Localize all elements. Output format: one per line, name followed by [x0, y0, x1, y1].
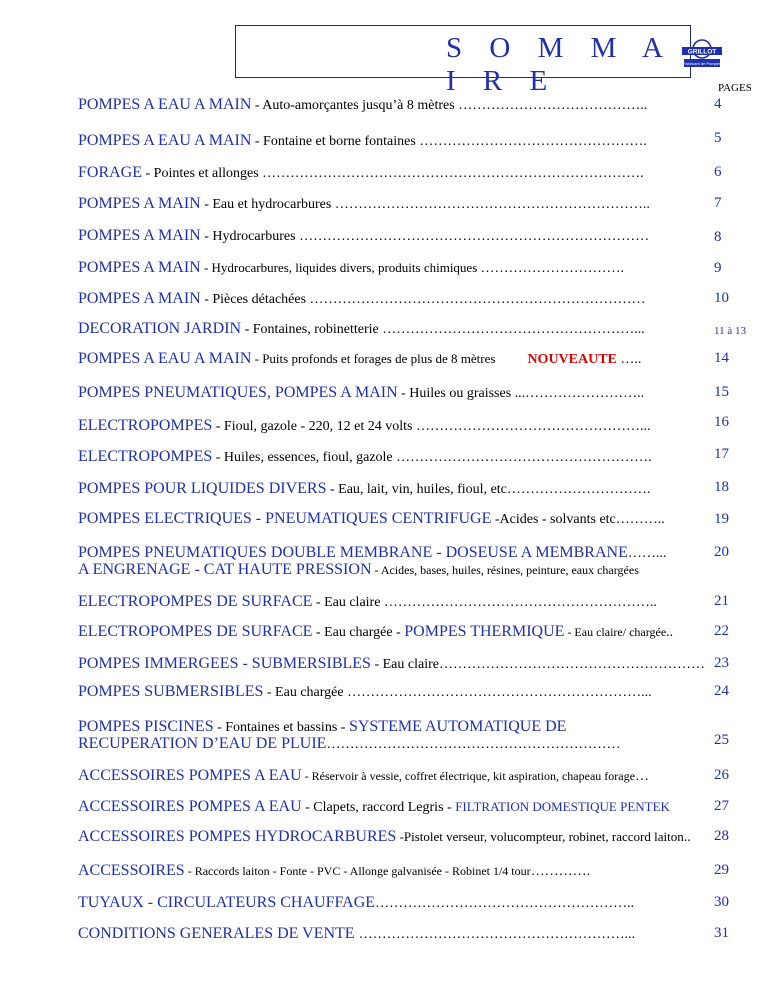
- toc-entry-title: POMPES IMMERGEES - SUBMERSIBLES: [78, 655, 371, 672]
- page-number[interactable]: 27: [714, 798, 729, 814]
- toc-entry-subtitle: - Acides, bases, huiles, résines, peinture, eaux chargées: [371, 563, 639, 577]
- toc-entry-continuation: [78, 735, 726, 753]
- toc-entry-subtitle: - Hydrocarbures: [200, 229, 300, 244]
- title-box: [235, 25, 722, 97]
- toc-entry[interactable]: [78, 480, 726, 498]
- page-number[interactable]: 15: [714, 384, 729, 400]
- toc-entry-subtitle: - Eau et hydrocarbures: [200, 197, 335, 212]
- toc-entry-title: POMPES PNEUMATIQUES, POMPES A MAIN: [78, 384, 398, 401]
- leader-dots: …………………………………………………: [438, 657, 705, 672]
- toc-entry[interactable]: [78, 894, 726, 912]
- toc-entry[interactable]: [78, 350, 726, 368]
- logo-text: GRILLOT: [687, 48, 717, 56]
- leader-dots: ………………………………………………..: [375, 896, 635, 911]
- leader-dots: …..: [616, 352, 642, 367]
- toc-entry-title: ACCESSOIRES: [78, 862, 185, 879]
- toc-entry[interactable]: [78, 290, 726, 308]
- toc-entry-title: ACCESSOIRES POMPES HYDROCARBURES: [78, 828, 397, 845]
- page-number[interactable]: 10: [714, 290, 729, 306]
- page-number[interactable]: 6: [714, 164, 722, 180]
- toc-entry-title-2: POMPES THERMIQUE: [404, 623, 565, 640]
- toc-entry-title: ACCESSOIRES POMPES A EAU: [78, 767, 302, 784]
- toc-entry-subtitle: - Réservoir à vessie, coffret électrique, kit aspiration, chapeau forage: [301, 769, 635, 783]
- page-number[interactable]: 9: [714, 260, 722, 276]
- leader-dots: …………………………………………………..: [383, 595, 657, 610]
- toc-entry-title: POMPES A EAU A MAIN: [78, 350, 252, 367]
- toc-entry-subtitle: - Pointes et allonges: [142, 166, 263, 181]
- leader-dots: ………..: [615, 512, 665, 527]
- toc-entry-title-2: SYSTEME AUTOMATIQUE DE: [348, 718, 567, 735]
- toc-entry[interactable]: [78, 798, 726, 816]
- page-number[interactable]: 22: [714, 623, 729, 639]
- page-number[interactable]: 14: [714, 350, 729, 366]
- toc-entry-title: ELECTROPOMPES: [78, 417, 213, 434]
- toc-entry[interactable]: [78, 767, 726, 785]
- toc-entry-subtitle: - Fontaines, robinetterie: [241, 322, 383, 337]
- toc-entry[interactable]: [78, 448, 726, 466]
- leader-dots: ………………………….: [480, 261, 625, 276]
- leader-dots: …………………………………..: [458, 98, 648, 113]
- page-number[interactable]: 29: [714, 862, 729, 878]
- toc-entry[interactable]: [78, 259, 726, 277]
- page-number[interactable]: 23: [714, 655, 729, 671]
- leader-dots: ………………………………………………………: [326, 737, 621, 752]
- toc-entry[interactable]: [78, 96, 726, 114]
- toc-entry[interactable]: [78, 510, 726, 528]
- leader-dots: …………………………………………………………………: [299, 229, 650, 244]
- leader-dots: ……………………..: [525, 386, 645, 401]
- toc-entry-subtitle: -Pistolet verseur, volucompteur, robinet, raccord laiton: [396, 829, 684, 844]
- toc-entry-title: POMPES POUR LIQUIDES DIVERS: [78, 480, 327, 497]
- toc-entry-subtitle: - Raccords laiton - Fonte - PVC - Allonge galvanisée - Robinet 1/4 tour: [184, 864, 531, 878]
- toc-entry-title: POMPES ELECTRIQUES - PNEUMATIQUES CENTRIFUGE: [78, 510, 492, 527]
- toc-entry[interactable]: [78, 593, 726, 611]
- toc-entry-title: DECORATION JARDIN: [78, 320, 242, 337]
- toc-entry-title: RECUPERATION D’EAU DE PLUIE: [78, 735, 327, 752]
- toc-entry-subtitle: - Hydrocarbures, liquides divers, produits chimiques: [200, 260, 481, 275]
- toc-entry-subtitle: - Eau claire: [312, 595, 384, 610]
- page-number[interactable]: 31: [714, 925, 729, 941]
- toc-entry-title: POMPES A EAU A MAIN: [78, 132, 252, 149]
- pages-column-header: PAGES: [718, 82, 752, 94]
- toc-entry-title: POMPES A MAIN: [78, 227, 201, 244]
- leader-dots: ………….: [530, 864, 591, 879]
- page-number[interactable]: 25: [714, 732, 729, 748]
- toc-entry-subtitle: - Huiles, essences, fioul, gazole: [212, 450, 397, 465]
- page-title: S O M M A I R E: [446, 32, 672, 97]
- page-number[interactable]: 19: [714, 511, 729, 527]
- leader-dots: ..: [666, 625, 674, 640]
- toc-entry-title: POMPES PNEUMATIQUES DOUBLE MEMBRANE - DOSEUSE A MEMBRANE: [78, 544, 628, 561]
- toc-entry-title: ELECTROPOMPES DE SURFACE: [78, 623, 313, 640]
- toc-entry[interactable]: [78, 544, 726, 562]
- page-number[interactable]: 20: [714, 544, 729, 560]
- toc-entry[interactable]: [78, 320, 726, 338]
- toc-entry-title: TUYAUX - CIRCULATEURS CHAUFFAGE: [78, 894, 376, 911]
- toc-entry[interactable]: [78, 862, 726, 880]
- toc-entry[interactable]: [78, 132, 726, 150]
- toc-entry-title: POMPES A MAIN: [78, 259, 201, 276]
- toc-entry-subtitle: - Eau chargée: [263, 685, 348, 700]
- page-number[interactable]: 21: [714, 593, 729, 609]
- leader-dots: ……………………………………………….: [396, 450, 652, 465]
- toc-entry[interactable]: [78, 925, 726, 943]
- toc-entry[interactable]: [78, 655, 726, 673]
- toc-entry[interactable]: [78, 164, 726, 182]
- toc-entry-title: A ENGRENAGE - CAT HAUTE PRESSION: [78, 561, 372, 578]
- toc-entry-continuation: [78, 561, 726, 579]
- toc-entry-title: POMPES A EAU A MAIN: [78, 96, 252, 113]
- page-number[interactable]: 4: [714, 96, 722, 112]
- page-number[interactable]: 5: [714, 130, 722, 146]
- toc-entry-subtitle: - Eau chargée -: [312, 625, 405, 640]
- page-number[interactable]: 26: [714, 767, 729, 783]
- toc-entry-subtitle: - Fontaines et bassins -: [213, 720, 349, 735]
- page-number[interactable]: 18: [714, 479, 729, 495]
- toc-entry-subtitle: - Fioul, gazole - 220, 12 et 24 volts: [212, 419, 417, 434]
- leader-dots: ………………………………………………………………: [309, 292, 646, 307]
- page-number[interactable]: 28: [714, 828, 729, 844]
- toc-entry[interactable]: [78, 195, 726, 213]
- page-number[interactable]: 8: [714, 229, 722, 245]
- toc-entry-subtitle: - Pièces détachées: [200, 292, 310, 307]
- leader-dots: …………………………………………………………..: [334, 197, 650, 212]
- toc-entry[interactable]: [78, 384, 726, 402]
- page-number[interactable]: 7: [714, 195, 722, 211]
- toc-entry-title: CONDITIONS GENERALES DE VENTE: [78, 925, 359, 942]
- leader-dots: ………………………………………………………...: [347, 685, 652, 700]
- leader-dots: …………………………………………………...: [358, 927, 636, 942]
- toc-entry-subtitle: - Fontaine et borne fontaines: [251, 134, 420, 149]
- new-badge: NOUVEAUTE: [527, 352, 617, 367]
- toc-entry-title: POMPES A MAIN: [78, 290, 201, 307]
- toc-entry[interactable]: [78, 623, 726, 641]
- leader-dots: ……...: [627, 546, 667, 561]
- toc-entry-highlight: FILTRATION DOMESTIQUE PENTEK: [455, 799, 670, 814]
- toc-entry[interactable]: [78, 417, 726, 435]
- toc-entry[interactable]: [78, 828, 726, 846]
- page-number[interactable]: 16: [714, 414, 729, 430]
- toc-entry-title: ACCESSOIRES POMPES A EAU: [78, 798, 302, 815]
- toc-entry-subtitle-2: - Eau claire/ chargée: [564, 625, 667, 639]
- toc-entry-subtitle: - Auto-amorçantes jusqu’à 8 mètres: [251, 98, 459, 113]
- toc-entry-title: ELECTROPOMPES DE SURFACE: [78, 593, 313, 610]
- page-number[interactable]: 24: [714, 683, 729, 699]
- toc-entry-title: POMPES SUBMERSIBLES: [78, 683, 264, 700]
- page-number[interactable]: 11 à 13: [714, 325, 746, 337]
- grillot-logo: [680, 38, 724, 70]
- toc-entry-subtitle: - Huiles ou graisses ...: [397, 386, 526, 401]
- toc-entry-title: POMPES A MAIN: [78, 195, 201, 212]
- leader-dots: …………………………………………...: [416, 419, 651, 434]
- toc-entry-subtitle: -Acides - solvants etc: [491, 512, 616, 527]
- toc-entry-title: POMPES PISCINES: [78, 718, 214, 735]
- toc-entry-title: ELECTROPOMPES: [78, 448, 213, 465]
- leader-dots: ..: [683, 830, 691, 845]
- toc-entry[interactable]: [78, 683, 726, 701]
- leader-dots: ………………………………………………...: [382, 322, 645, 337]
- page-number[interactable]: 17: [714, 446, 729, 462]
- leader-dots: ……………………………………………………………………….: [262, 166, 644, 181]
- toc-entry[interactable]: [78, 227, 726, 245]
- toc-entry-subtitle: - Eau, lait, vin, huiles, fioul, etc: [326, 482, 507, 497]
- leader-dots: …: [634, 769, 649, 784]
- toc-entry-subtitle: - Clapets, raccord Legris -: [301, 800, 456, 815]
- leader-dots: ………………………….: [506, 482, 651, 497]
- toc-entry-title: FORAGE: [78, 164, 143, 181]
- toc-entry[interactable]: [78, 718, 726, 736]
- toc-entry-subtitle: - Puits profonds et forages de plus de 8 mètres: [251, 351, 496, 366]
- toc-entry-subtitle: - Eau claire: [370, 657, 439, 672]
- logo-tagline: Fabricant de Pompes: [682, 61, 722, 66]
- page-number[interactable]: 30: [714, 894, 729, 910]
- leader-dots: ………………………………………….: [419, 134, 647, 149]
